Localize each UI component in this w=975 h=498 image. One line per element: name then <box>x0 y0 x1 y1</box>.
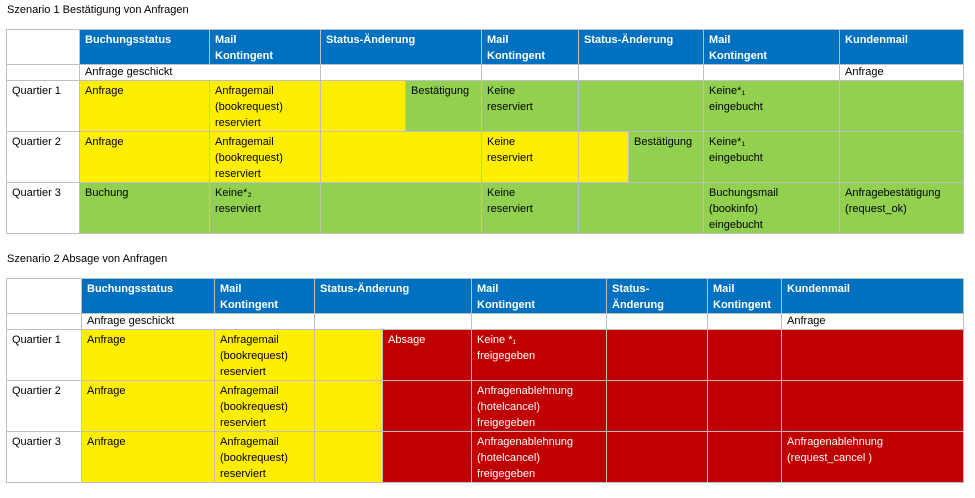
cell-mail2: Anfragenablehnung (hotelcancel) freigegeben <box>472 432 607 483</box>
scenario1-table <box>6 29 964 234</box>
cell-buchungsstatus: Anfrage <box>82 381 215 432</box>
cell-status2 <box>607 330 708 381</box>
header-mail-kontingent: Mail Kontingent <box>210 30 321 65</box>
cell-mail2: Keine *₁ freigegeben <box>472 330 607 381</box>
info-empty <box>579 65 704 81</box>
cell-status1 <box>383 381 472 432</box>
cell-buchungsstatus: Anfrage <box>82 330 215 381</box>
info-blank <box>7 65 80 81</box>
header-buchungsstatus: Buchungsstatus <box>82 279 215 314</box>
cell-mail1: Anfragemail (bookrequest) reserviert <box>215 432 315 483</box>
cell-mail3 <box>708 381 782 432</box>
info-anfrage: Anfrage <box>782 314 964 330</box>
cell-status1 <box>321 132 482 183</box>
row-label: Quartier 2 <box>7 132 80 183</box>
cell-status2 <box>579 183 704 234</box>
cell-mail3: Buchungsmail (bookinfo) eingebucht <box>704 183 840 234</box>
cell-status1-yellow <box>315 432 383 483</box>
scenario2-title: Szenario 2 Absage von Anfragen <box>7 253 168 265</box>
header-mail-kontingent: Mail Kontingent <box>215 279 315 314</box>
row-label: Quartier 2 <box>7 381 82 432</box>
cell-status1-yellow <box>315 381 383 432</box>
cell-buchungsstatus: Buchung <box>80 183 210 234</box>
header-kundenmail: Kundenmail <box>840 30 964 65</box>
scenario1-title: Szenario 1 Bestätigung von Anfragen <box>7 4 189 16</box>
cell-status1: Bestätigung <box>406 81 482 132</box>
table-row <box>7 132 964 183</box>
cell-buchungsstatus: Anfrage <box>82 432 215 483</box>
cell-mail1: Anfragemail (bookrequest) reserviert <box>215 381 315 432</box>
info-blank <box>7 314 82 330</box>
cell-kundenmail <box>840 132 964 183</box>
cell-mail1: Anfragemail (bookrequest) reserviert <box>215 330 315 381</box>
header-mail-kontingent: Mail Kontingent <box>704 30 840 65</box>
header-mail-kontingent: Mail Kontingent <box>472 279 607 314</box>
table-row <box>7 432 964 483</box>
info-empty <box>607 314 708 330</box>
scenario1-info-row <box>7 65 964 81</box>
cell-kundenmail <box>782 330 964 381</box>
header-status-aenderung: Status- Änderung <box>607 279 708 314</box>
cell-status1-yellow <box>321 81 406 132</box>
header-status-aenderung: Status-Änderung <box>579 30 704 65</box>
table-row <box>7 381 964 432</box>
cell-status1 <box>383 432 472 483</box>
cell-kundenmail <box>840 81 964 132</box>
info-anfrage: Anfrage <box>840 65 964 81</box>
cell-status1 <box>321 183 482 234</box>
header-mail-kontingent: Mail Kontingent <box>708 279 782 314</box>
cell-mail3: Keine*₁ eingebucht <box>704 81 840 132</box>
cell-status2 <box>607 381 708 432</box>
cell-mail1: Anfragemail (bookrequest) reserviert <box>210 81 321 132</box>
header-buchungsstatus: Buchungsstatus <box>80 30 210 65</box>
header-status-aenderung: Status-Änderung <box>321 30 482 65</box>
cell-mail1: Anfragemail (bookrequest) reserviert <box>210 132 321 183</box>
cell-mail2: Keine reserviert <box>482 132 579 183</box>
cell-status1-yellow <box>315 330 383 381</box>
scenario2-header-row <box>7 279 964 314</box>
row-label: Quartier 3 <box>7 432 82 483</box>
cell-kundenmail <box>782 381 964 432</box>
header-blank <box>7 30 80 65</box>
cell-status2 <box>607 432 708 483</box>
cell-status1: Absage <box>383 330 472 381</box>
cell-mail3: Keine*₁ eingebucht <box>704 132 840 183</box>
scenario2-info-row <box>7 314 964 330</box>
info-empty <box>708 314 782 330</box>
cell-kundenmail: Anfragenablehnung (request_cancel ) <box>782 432 964 483</box>
cell-mail3 <box>708 432 782 483</box>
info-anfrage-geschickt: Anfrage geschickt <box>80 65 321 81</box>
cell-status2-yellow <box>579 132 629 183</box>
header-kundenmail: Kundenmail <box>782 279 964 314</box>
scenario2-table <box>6 278 964 483</box>
table-row <box>7 330 964 381</box>
cell-mail2: Keine reserviert <box>482 183 579 234</box>
cell-buchungsstatus: Anfrage <box>80 81 210 132</box>
info-empty <box>321 65 482 81</box>
row-label: Quartier 1 <box>7 81 80 132</box>
cell-buchungsstatus: Anfrage <box>80 132 210 183</box>
cell-mail1: Keine*₂ reserviert <box>210 183 321 234</box>
info-empty <box>472 314 607 330</box>
row-label: Quartier 3 <box>7 183 80 234</box>
table-row <box>7 183 964 234</box>
scenario1-header-row <box>7 30 964 65</box>
cell-status2 <box>579 81 704 132</box>
header-mail-kontingent: Mail Kontingent <box>482 30 579 65</box>
header-status-aenderung: Status-Änderung <box>315 279 472 314</box>
cell-mail2: Keine reserviert <box>482 81 579 132</box>
cell-mail2: Anfragenablehnung (hotelcancel) freigegeben <box>472 381 607 432</box>
row-label: Quartier 1 <box>7 330 82 381</box>
header-blank <box>7 279 82 314</box>
cell-kundenmail: Anfragebestätigung (request_ok) <box>840 183 964 234</box>
table-row <box>7 81 964 132</box>
cell-mail3 <box>708 330 782 381</box>
cell-status2: Bestätigung <box>629 132 704 183</box>
info-empty <box>482 65 579 81</box>
info-empty <box>704 65 840 81</box>
info-anfrage-geschickt: Anfrage geschickt <box>82 314 315 330</box>
info-empty <box>315 314 472 330</box>
